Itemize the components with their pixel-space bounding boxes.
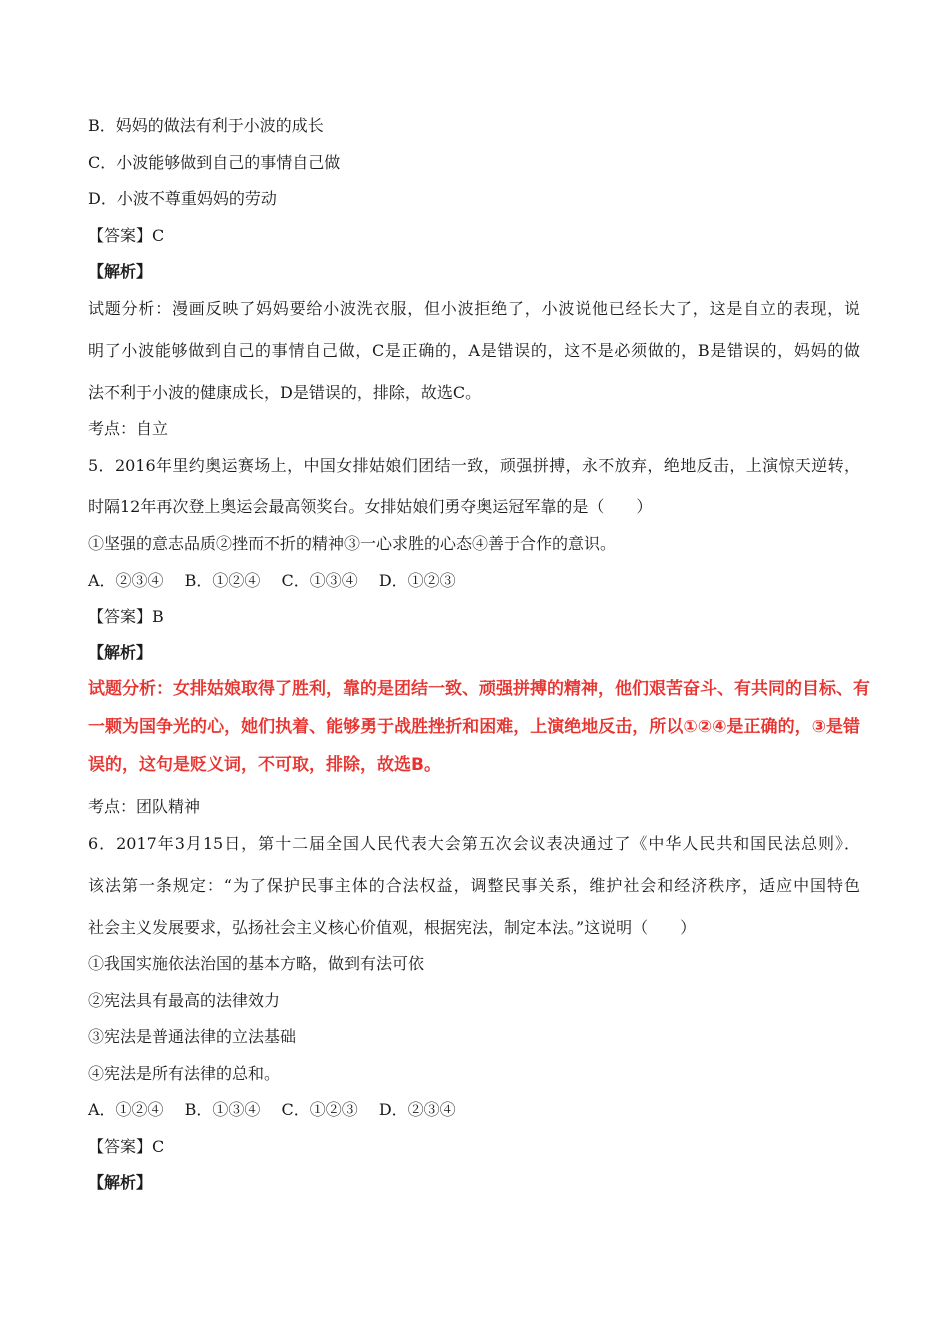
q6-options: A．①②④ B．①③④ C．①②③ D．②③④ xyxy=(88,1100,456,1119)
q6-statement: ④宪法是所有法律的总和。 xyxy=(88,1064,281,1083)
q4-option-b: B．妈妈的做法有利于小波的成长 xyxy=(88,116,324,135)
q6-analysis-heading: 【解析】 xyxy=(88,1173,153,1192)
q6-statement: ①我国实施依法治国的基本方略，做到有法可依 xyxy=(88,954,425,973)
q4-answer: 【答案】C xyxy=(88,226,165,245)
q6-statement: ③宪法是普通法律的立法基础 xyxy=(88,1027,297,1046)
q5-stem-line: 5．2016年里约奥运赛场上，中国女排姑娘们团结一致，顽强拼搏，永不放弃，绝地反击，上演惊天逆转， xyxy=(88,456,860,475)
q4-analysis-heading: 【解析】 xyxy=(88,262,153,281)
q4-option-d: D．小波不尊重妈妈的劳动 xyxy=(88,189,277,208)
q5-answer: 【答案】B xyxy=(88,607,164,626)
q4-option-c: C．小波能够做到自己的事情自己做 xyxy=(88,153,341,172)
q6-stem-line: 该法第一条规定：“为了保护民事主体的合法权益，调整民事关系，维护社会和经济秩序，适应中国特色 xyxy=(88,876,860,895)
q4-analysis-line: 明了小波能够做到自己的事情自己做，C是正确的，A是错误的，这不是必须做的，B是错误的，妈妈的做 xyxy=(88,341,860,360)
q5-analysis-line: 一颗为国争光的心，她们执着、能够勇于战胜挫折和困难，上演绝地反击，所以①②④是正确的，③是错 xyxy=(88,717,860,737)
q5-analysis-line: 试题分析：女排姑娘取得了胜利，靠的是团结一致、顽强拼搏的精神，他们艰苦奋斗、有共同的目标、有 xyxy=(88,679,870,699)
q5-statements: ①坚强的意志品质②挫而不折的精神③一心求胜的心态④善于合作的意识。 xyxy=(88,534,617,553)
q4-analysis-line: 法不利于小波的健康成长，D是错误的，排除，故选C。 xyxy=(88,383,482,402)
q6-statement: ②宪法具有最高的法律效力 xyxy=(88,991,281,1010)
q6-answer: 【答案】C xyxy=(88,1137,165,1156)
q4-point: 考点：自立 xyxy=(88,419,169,438)
q5-analysis-heading: 【解析】 xyxy=(88,643,153,662)
q5-options: A．②③④ B．①②④ C．①③④ D．①②③ xyxy=(88,571,456,590)
q6-stem-line: 6．2017年3月15日，第十二届全国人民代表大会第五次会议表决通过了《中华人民共和国民法总则》． xyxy=(88,834,860,853)
q5-stem-line: 时隔12年再次登上奥运会最高领奖台。女排姑娘们勇夺奥运冠军靠的是（ ） xyxy=(88,497,653,516)
q4-analysis-line: 试题分析：漫画反映了妈妈要给小波洗衣服，但小波拒绝了，小波说他已经长大了，这是自立的表现，说 xyxy=(88,299,860,318)
q5-point: 考点：团队精神 xyxy=(88,797,201,816)
q6-stem-line: 社会主义发展要求，弘扬社会主义核心价值观，根据宪法，制定本法。”这说明（ ） xyxy=(88,918,697,937)
q5-analysis-line: 误的，这句是贬义词，不可取，排除，故选B。 xyxy=(88,755,441,775)
